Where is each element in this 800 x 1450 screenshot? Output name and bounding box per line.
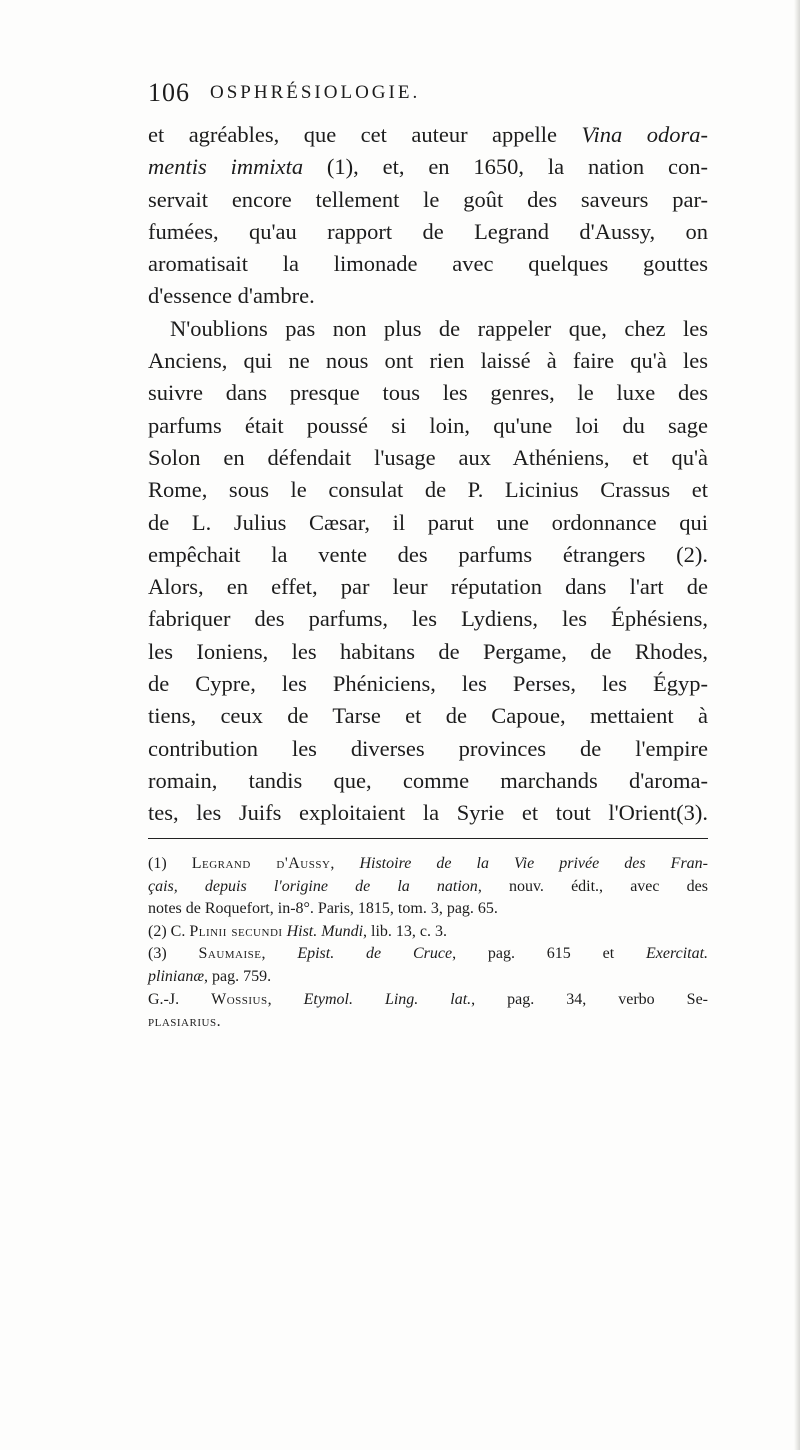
text-line: et agréables, que cet auteur appelle Vina odora-	[148, 122, 709, 147]
footnote-1: (1) Legrand d'Aussy, Histoire de la Vie privée des Fran-	[148, 855, 708, 872]
page-header	[148, 78, 708, 108]
text-line: de L. Julius Cæsar, il parut une ordonnance qui	[148, 509, 708, 535]
footnote-4: G.-J. Wossius, Etymol. Ling. lat., pag. 34, verbo Se-	[148, 990, 709, 1008]
text-line: romain, tandis que, comme marchands d'aroma-	[148, 767, 708, 793]
text-line: les Ioniens, les habitans de Pergame, de Rhodes,	[148, 638, 708, 664]
text-line: fumées, qu'au rapport de Legrand d'Aussy, on	[148, 218, 708, 244]
text-line: tiens, ceux de Tarse et de Capoue, mettaient à	[148, 703, 708, 729]
footnote-4-cont: plasiarius.	[148, 1013, 222, 1031]
text-line: suivre dans presque tous les genres, le luxe des	[148, 380, 708, 406]
footnote-2: (2) C. Plinii secundi Hist. Mundi, lib. 13, c. 3.	[148, 922, 448, 940]
text-line: de Cypre, les Phéniciens, les Perses, les Égyp-	[148, 671, 708, 697]
text-line: N'oublions pas non plus de rappeler que, chez les	[170, 315, 708, 341]
text-line: servait encore tellement le goût des saveurs par-	[148, 186, 708, 212]
text-line: mentis immixta (1), et, en 1650, la nation con-	[148, 154, 708, 180]
running-head: OSPHRÉSIOLOGIE.	[210, 82, 421, 103]
text-line: contribution les diverses provinces de l'empire	[148, 735, 708, 761]
footnote-3-cont: plinianæ, pag. 759.	[148, 967, 272, 985]
footnote-3: (3) Saumaise, Epist. de Cruce, pag. 615 et Exercitat.	[148, 945, 709, 963]
text-line: aromatisait la limonade avec quelques gouttes	[148, 251, 708, 277]
main-text	[148, 119, 708, 830]
text-line: Anciens, qui ne nous ont rien laissé à faire qu'à les	[148, 348, 708, 374]
text-line: Alors, en effet, par leur réputation dans l'art de	[148, 574, 708, 600]
text-line: tes, les Juifs exploitaient la Syrie et tout l'Orient(3).	[148, 800, 708, 826]
footnote-rule	[148, 838, 708, 839]
text-line: parfums était poussé si loin, qu'une loi du sage	[148, 412, 708, 438]
page-edge-shadow	[794, 0, 800, 1450]
text-line: empêchait la vente des parfums étrangers (2).	[148, 541, 708, 567]
footnote-1-cont: notes de Roquefort, in-8°. Paris, 1815, tom. 3, pag. 65.	[148, 900, 498, 918]
footnotes	[148, 853, 708, 1034]
footnote-1-cont: çais, depuis l'origine de la nation, nouv. édit., avec des	[148, 877, 708, 895]
text-line: d'essence d'ambre.	[148, 283, 315, 309]
page-number: 106	[148, 78, 190, 107]
text-line: fabriquer des parfums, les Lydiens, les Éphésiens,	[148, 606, 708, 632]
text-line: Rome, sous le consulat de P. Licinius Crassus et	[148, 477, 708, 503]
text-line: Solon en défendait l'usage aux Athéniens, et qu'à	[148, 444, 708, 470]
